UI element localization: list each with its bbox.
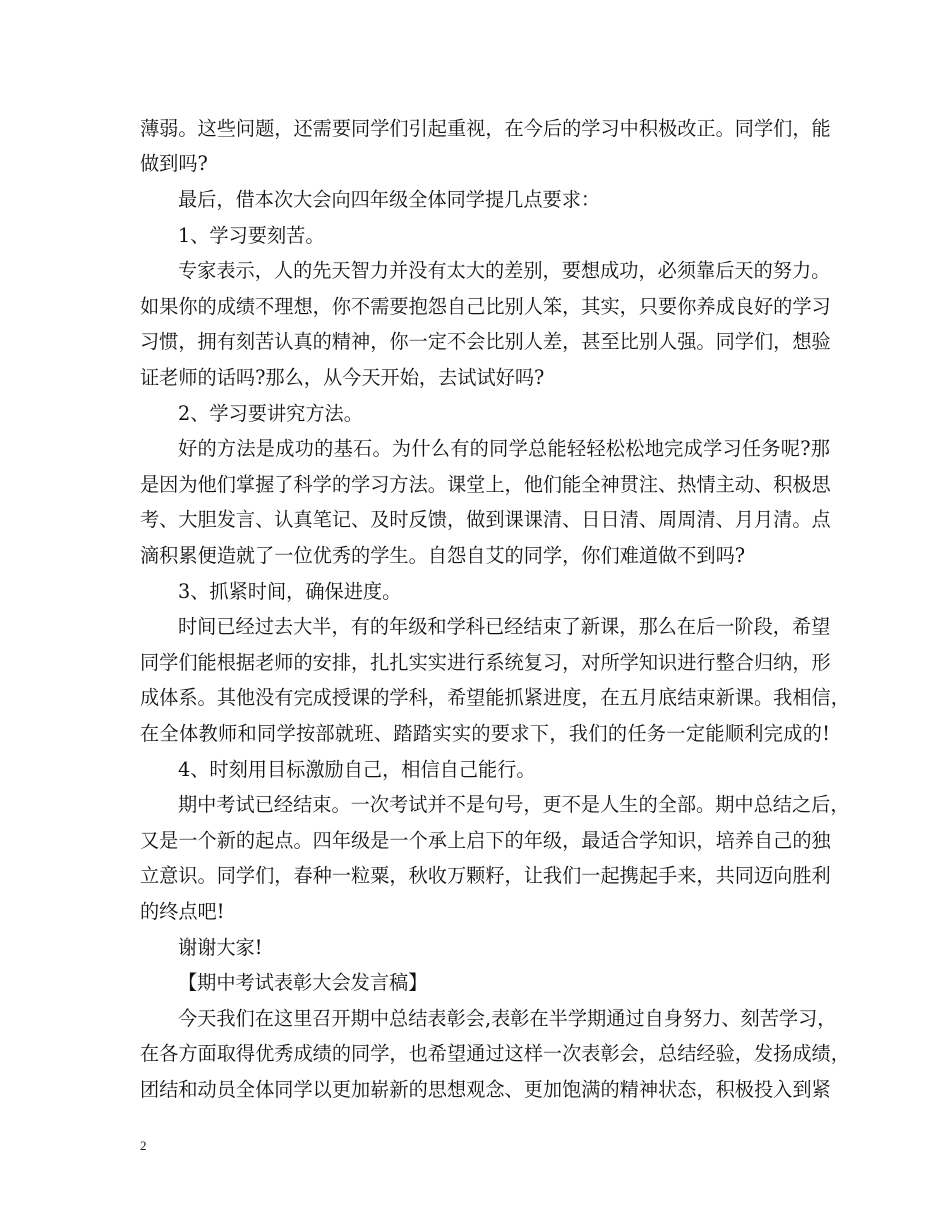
section-heading-1: 1、学习要刻苦。 bbox=[178, 224, 325, 247]
text-line: 做到吗? bbox=[140, 152, 208, 175]
text-line: 在全体教师和同学按部就班、踏踏实实的要求下，我们的任务一定能顺利完成的! bbox=[140, 722, 830, 745]
text-line: 如果你的成绩不理想，你不需要抱怨自己比别人笨，其实，只要你养成良好的学习 bbox=[140, 295, 831, 318]
page-number: 2 bbox=[140, 1138, 147, 1153]
text-line: 薄弱。这些问题，还需要同学们引起重视，在今后的学习中积极改正。同学们，能 bbox=[140, 117, 831, 140]
section-heading-2: 2、学习要讲究方法。 bbox=[178, 402, 363, 425]
text-line: 同学们能根据老师的安排，扎扎实实进行系统复习，对所学知识进行整合归纳，形 bbox=[140, 651, 831, 674]
text-line: 期中考试已经结束。一次考试并不是句号，更不是人生的全部。期中总结之后， bbox=[178, 793, 850, 816]
text-line: 立意识。同学们，春种一粒粟，秋收万颗籽，让我们一起携起手来，共同迈向胜利 bbox=[140, 864, 831, 887]
closing-line: 谢谢大家! bbox=[178, 936, 263, 959]
text-line: 滴积累便造就了一位优秀的学生。自怨自艾的同学，你们难道做不到吗? bbox=[140, 544, 746, 567]
text-line: 今天我们在这里召开期中总结表彰会,表彰在半学期通过自身努力、刻苦学习， bbox=[178, 1007, 837, 1030]
section-heading-4: 4、时刻用目标激励自己，相信自己能行。 bbox=[178, 758, 536, 781]
text-line: 团结和动员全体同学以更加崭新的思想观念、更加饱满的精神状态，积极投入到紧 bbox=[140, 1078, 831, 1101]
text-line: 证老师的话吗?那么，从今天开始，去试试好吗? bbox=[140, 366, 545, 389]
text-line: 成体系。其他没有完成授课的学科，希望能抓紧进度，在五月底结束新课。我相信， bbox=[140, 686, 850, 709]
text-line: 又是一个新的起点。四年级是一个承上启下的年级，最适合学知识，培养自己的独 bbox=[140, 829, 831, 852]
section-heading-3: 3、抓紧时间，确保进度。 bbox=[178, 580, 402, 603]
text-line: 最后，借本次大会向四年级全体同学提几点要求： bbox=[178, 188, 601, 211]
text-line: 考、大胆发言、认真笔记、及时反馈，做到课课清、日日清、周周清、月月清。点 bbox=[140, 508, 831, 531]
text-line: 时间已经过去大半，有的年级和学科已经结束了新课，那么在后一阶段，希望 bbox=[178, 615, 831, 638]
text-line: 习惯，拥有刻苦认真的精神，你一定不会比别人差，甚至比别人强。同学们，想验 bbox=[140, 330, 831, 353]
text-line: 专家表示，人的先天智力并没有太大的差别，要想成功，必须靠后天的努力。 bbox=[178, 259, 831, 282]
article-title: 【期中考试表彰大会发言稿】 bbox=[178, 971, 428, 994]
text-line: 在各方面取得优秀成绩的同学，也希望通过这样一次表彰会，总结经验，发扬成绩， bbox=[140, 1042, 850, 1065]
text-line: 的终点吧! bbox=[140, 900, 225, 923]
text-line: 好的方法是成功的基石。为什么有的同学总能轻轻松松地完成学习任务呢?那 bbox=[178, 437, 830, 460]
text-line: 是因为他们掌握了科学的学习方法。课堂上，他们能全神贯注、热情主动、积极思 bbox=[140, 473, 831, 496]
